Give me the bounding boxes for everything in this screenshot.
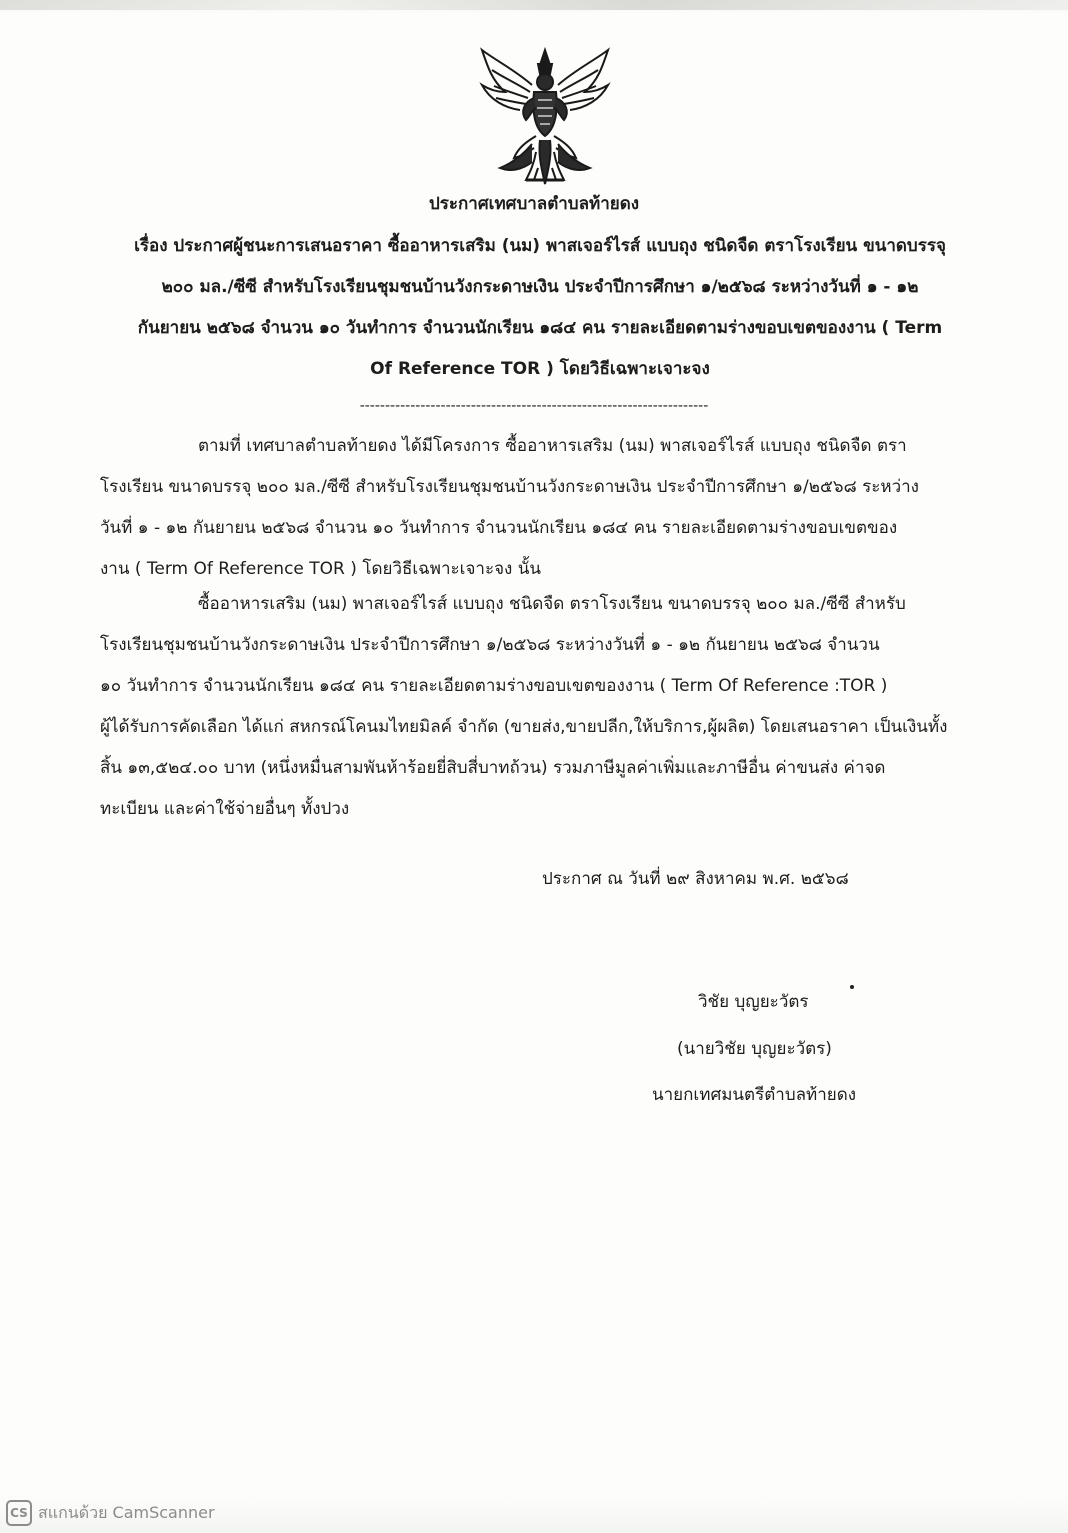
camscanner-logo-icon: CS — [6, 1500, 32, 1526]
paragraph-line: ตามที่ เทศบาลตำบลท้ายดง ได้มีโครงการ ซื้ออาหารเสริม (นม) พาสเจอร์ไรส์ แบบถุง ชนิดจืด ตรา — [198, 436, 907, 456]
subject-line: กันยายน ๒๕๖๘ จำนวน ๑๐ วันทำการ จำนวนนักเรียน ๑๘๔ คน รายละเอียดตามร่างขอบเขตของงาน ( Term — [137, 318, 943, 338]
ink-dot — [850, 985, 854, 989]
paragraph-line: ผู้ได้รับการคัดเลือก ได้แก่ สหกรณ์โคนมไทยมิลค์ จำกัด (ขายส่ง,ขายปลีก,ให้บริการ,ผู้ผลิต) โดยเสนอราคา เป็นเงินทั้ง — [100, 717, 948, 737]
subject-block — [100, 226, 980, 390]
signer-position: นายกเทศมนตรีตำบลท้ายดง — [652, 1085, 857, 1105]
paragraph-line: โรงเรียน ขนาดบรรจุ ๒๐๐ มล./ซีซี สำหรับโรงเรียนชุมชนบ้านวังกระดาษเงิน ประจำปีการศึกษา ๑/๒๕๖๘ ระหว่าง — [100, 477, 919, 497]
paragraph-line: สิ้น ๑๓,๕๒๔.๐๐ บาท (หนึ่งหมื่นสามพันห้าร้อยยี่สิบสี่บาทถ้วน) รวมภาษีมูลค่าเพิ่มและภาษีอื่น ค่าขนส่ง ค่าจด — [100, 758, 886, 778]
paragraph-line: วันที่ ๑ - ๑๒ กันยายน ๒๕๖๘ จำนวน ๑๐ วันทำการ จำนวนนักเรียน ๑๘๔ คน รายละเอียดตามร่างขอบเขตของ — [100, 518, 898, 538]
section-divider: --------------------------------------------------------------------- — [359, 398, 709, 414]
announcement-title: ประกาศเทศบาลตำบลท้ายดง — [428, 194, 640, 214]
signature-name: วิชัย บุญยะวัตร — [698, 992, 809, 1012]
watermark-text: สแกนด้วย CamScanner — [38, 1502, 215, 1522]
scan-top-edge — [0, 0, 1068, 10]
paragraph-line: งาน ( Term Of Reference TOR ) โดยวิธีเฉพาะเจาะจง นั้น — [100, 559, 541, 579]
paragraph-background — [100, 426, 980, 590]
paragraph-line: ทะเบียน และค่าใช้จ่ายอื่นๆ ทั้งปวง — [100, 799, 350, 819]
paragraph-line: ๑๐ วันทำการ จำนวนนักเรียน ๑๘๔ คน รายละเอียดตามร่างขอบเขตของงาน ( Term Of Reference :TOR ) — [100, 676, 888, 696]
paragraph-line: ซื้ออาหารเสริม (นม) พาสเจอร์ไรส์ แบบถุง ชนิดจืด ตราโรงเรียน ขนาดบรรจุ ๒๐๐ มล./ซีซี สำหรับ — [198, 594, 906, 614]
announcement-date: ประกาศ ณ วันที่ ๒๙ สิงหาคม พ.ศ. ๒๕๖๘ — [542, 869, 849, 889]
subject-line: ๒๐๐ มล./ซีซี สำหรับโรงเรียนชุมชนบ้านวังกระดาษเงิน ประจำปีการศึกษา ๑/๒๕๖๘ ระหว่างวันที่ ๑ - ๑๒ — [161, 277, 919, 297]
scanner-watermark — [6, 1500, 215, 1526]
paragraph-award — [100, 584, 980, 830]
subject-line: เรื่อง ประกาศผู้ชนะการเสนอราคา ซื้ออาหารเสริม (นม) พาสเจอร์ไรส์ แบบถุง ชนิดจืด ตราโรงเรียน ขนาดบรรจุ — [134, 236, 946, 256]
signer-full-name: (นายวิชัย บุญยะวัตร) — [677, 1039, 832, 1059]
garuda-emblem-icon — [470, 40, 620, 190]
paragraph-line: โรงเรียนชุมชนบ้านวังกระดาษเงิน ประจำปีการศึกษา ๑/๒๕๖๘ ระหว่างวันที่ ๑ - ๑๒ กันยายน ๒๕๖๘ จำนวน — [100, 635, 880, 655]
subject-line: Of Reference TOR ) โดยวิธีเฉพาะเจาะจง — [370, 359, 710, 379]
